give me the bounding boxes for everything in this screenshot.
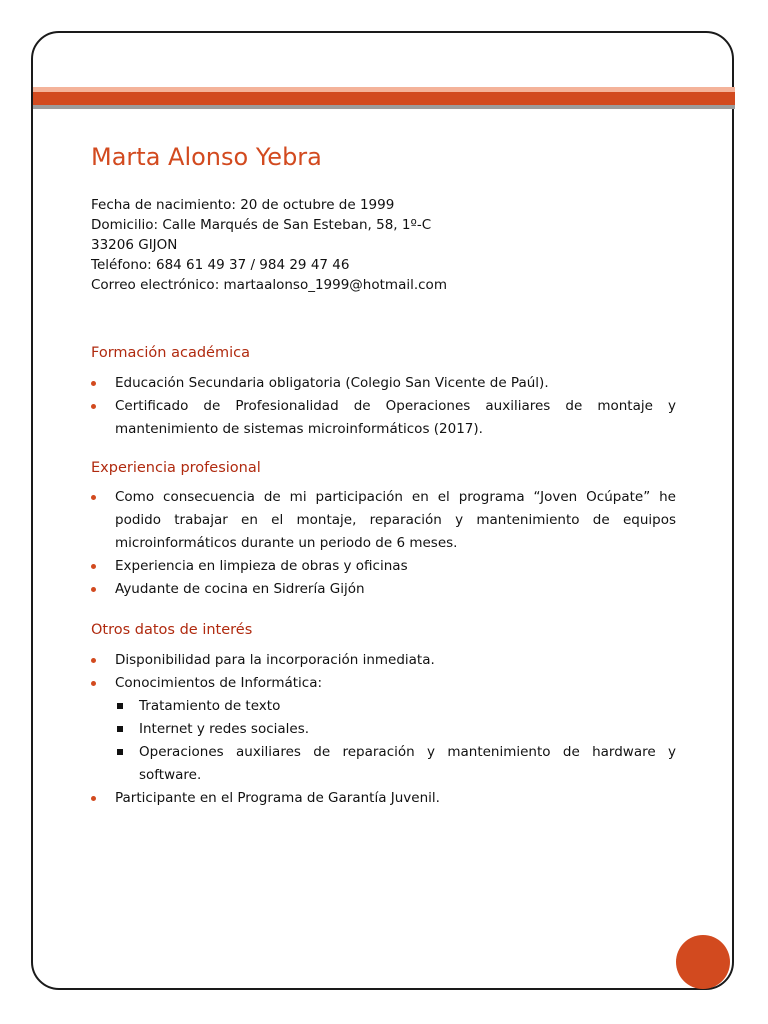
sublist-item: Tratamiento de texto [115, 695, 676, 718]
list-item: Como consecuencia de mi participación en el programa “Joven Ocúpate” he podido trabajar en el montaje, reparación y mantenimiento de equipos microinformáticos durante un periodo de 6 meses. [91, 486, 676, 555]
address: Domicilio: Calle Marqués de San Esteban, 58, 1º-C [91, 217, 432, 233]
list-item: Experiencia en limpieza de obras y oficinas [91, 555, 676, 578]
list-item: Educación Secundaria obligatoria (Colegio San Vicente de Paúl). [91, 372, 676, 395]
decorative-circle [676, 935, 730, 989]
section-title-formacion: Formación académica [91, 345, 250, 361]
otros-list [91, 649, 676, 810]
contact-block [91, 195, 691, 295]
email: Correo electrónico: martaalonso_1999@hotmail.com [91, 277, 447, 293]
list-item: Ayudante de cocina en Sidrería Gijón [91, 578, 676, 601]
phone: Teléfono: 684 61 49 37 / 984 29 47 46 [91, 257, 350, 273]
list-item: Participante en el Programa de Garantía Juvenil. [91, 787, 676, 810]
sublist-item: Internet y redes sociales. [115, 718, 676, 741]
formacion-list [91, 372, 676, 441]
header-band-gray [33, 105, 735, 109]
list-item: Certificado de Profesionalidad de Operaciones auxiliares de montaje y mantenimiento de sistemas microinformáticos (2017). [91, 395, 676, 441]
cv-name: Marta Alonso Yebra [91, 143, 322, 171]
list-item-label: Conocimientos de Informática: [115, 675, 323, 691]
birth-date: Fecha de nacimiento: 20 de octubre de 1999 [91, 197, 395, 213]
list-item [91, 672, 676, 787]
postal-code-city: 33206 GIJON [91, 237, 178, 253]
header-band-accent [33, 92, 735, 105]
informatica-sublist [115, 695, 676, 787]
section-title-experiencia: Experiencia profesional [91, 460, 261, 476]
experiencia-list [91, 486, 676, 601]
list-item: Disponibilidad para la incorporación inmediata. [91, 649, 676, 672]
section-title-otros: Otros datos de interés [91, 622, 253, 638]
sublist-item: Operaciones auxiliares de reparación y mantenimiento de hardware y software. [115, 741, 676, 787]
